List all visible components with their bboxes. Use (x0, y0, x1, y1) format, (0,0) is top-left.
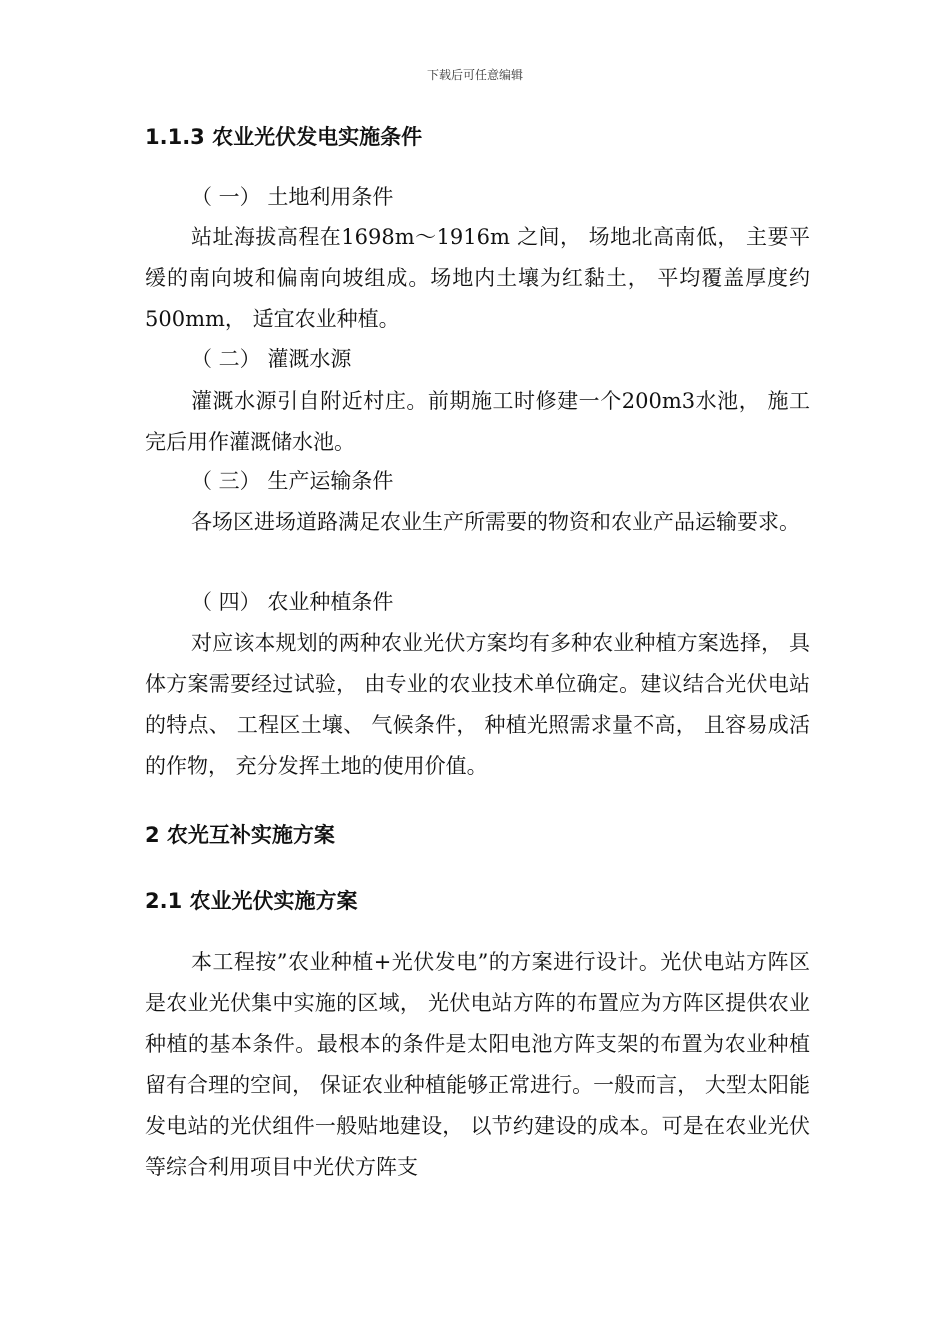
heading-2: 2 农光互补实施方案 (145, 823, 335, 847)
subheading-planting: （ 四） 农业种植条件 (191, 590, 394, 614)
paragraph-planting: 对应该本规划的两种农业光伏方案均有多种农业种植方案选择， 具体方案需要经过试验， 由专业的农业技术单位确定。建议结合光伏电站的特点、 工程区土壤、 气候条件， 种植光照需求量不高， 且容易成活的作物， 充分发挥土地的使用价值。 (145, 631, 810, 778)
subheading-irrigation: （ 二） 灌溉水源 (191, 347, 352, 371)
page-header: 下载后可任意编辑 (426, 68, 523, 82)
paragraph-irrigation: 灌溉水源引自附近村庄。前期施工时修建一个200m3水池， 施工完后用作灌溉储水池。 (145, 389, 810, 454)
heading-2-1: 2.1 农业光伏实施方案 (145, 889, 358, 913)
heading-1-1-3: 1.1.3 农业光伏发电实施条件 (145, 125, 423, 149)
paragraph-transport: 各场区进场道路满足农业生产所需要的物资和农业产品运输要求。 (191, 510, 800, 534)
paragraph-implementation: 本工程按”农业种植+光伏发电”的方案进行设计。光伏电站方阵区是农业光伏集中实施的区域， 光伏电站方阵的布置应为方阵区提供农业种植的基本条件。最根本的条件是太阳电池方阵支架的布置为农业种植留有合理的空间， 保证农业种植能够正常进行。一般而言， 大型太阳能发电站的光伏组件一般贴地建设， 以节约建设的成本。可是在农业光伏等综合利用项目中光伏方阵支 (145, 950, 810, 1179)
subheading-land-use: （ 一） 土地利用条件 (191, 185, 394, 209)
paragraph-land-use: 站址海拔高程在1698m～1916m 之间， 场地北高南低， 主要平缓的南向坡和偏南向坡组成。场地内土壤为红黏土， 平均覆盖厚度约500mm， 适宜农业种植。 (145, 225, 810, 331)
subheading-transport: （ 三） 生产运输条件 (191, 469, 394, 493)
